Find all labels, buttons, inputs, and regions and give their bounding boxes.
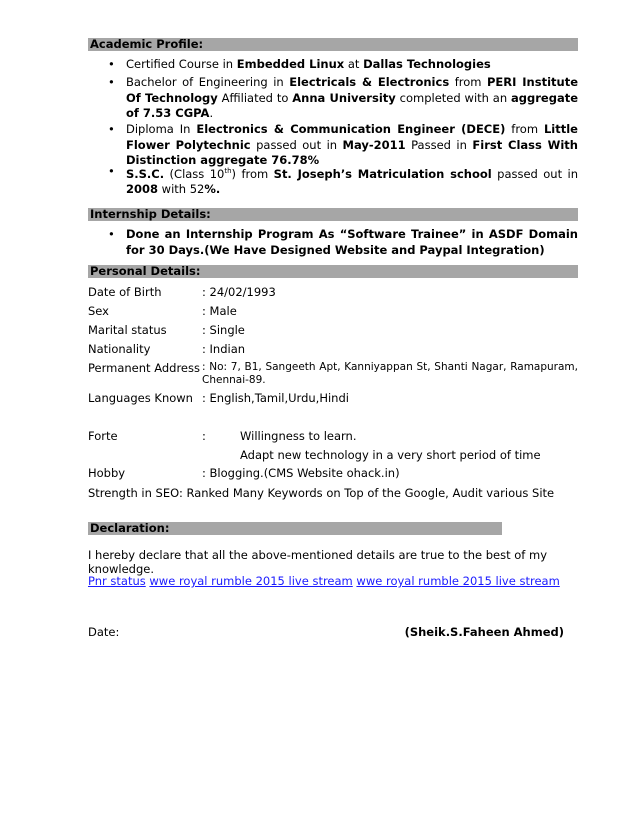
declaration-text: I hereby declare that all the above-mentioned details are true to the best of my knowledge. <box>88 548 548 576</box>
bullet-icon: • <box>108 164 115 178</box>
pnr-status-link[interactable]: Pnr status <box>88 574 146 588</box>
personal-heading: Personal Details: <box>88 265 578 278</box>
signature-name: (Sheik.S.Faheen Ahmed) <box>404 625 564 639</box>
declaration-heading: Declaration: <box>88 522 502 535</box>
wwe-live-stream-link-2[interactable]: wwe royal rumble 2015 live stream <box>356 574 560 588</box>
wwe-live-stream-link[interactable]: wwe royal rumble 2015 live stream <box>149 574 353 588</box>
bullet-icon: • <box>108 75 115 89</box>
date-label: Date: <box>88 625 120 639</box>
bullet-icon: • <box>108 57 115 71</box>
seo-line: Strength in SEO: Ranked Many Keywords on Top of the Google, Audit various Site <box>88 486 555 500</box>
links-line <box>88 574 578 588</box>
academic-heading: Academic Profile: <box>88 38 578 51</box>
bullet-icon: • <box>108 227 115 241</box>
bullet-icon: • <box>108 122 115 136</box>
internship-heading: Internship Details: <box>88 208 578 221</box>
